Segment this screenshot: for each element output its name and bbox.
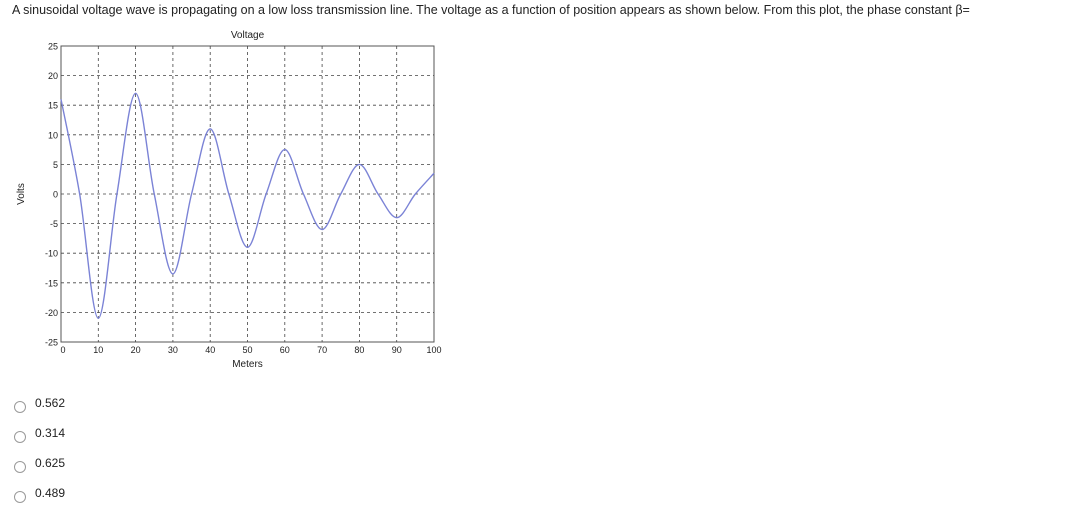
x-tick-label: 70 [317, 345, 328, 355]
x-tick-label: 40 [205, 345, 216, 355]
choice-label: 0.625 [35, 456, 66, 470]
y-tick-label: 25 [47, 41, 58, 52]
answer-choice-4[interactable] [14, 482, 65, 512]
radio-button[interactable] [14, 431, 26, 443]
y-tick-label: 0 [52, 189, 58, 200]
answer-choice-2[interactable] [14, 422, 65, 452]
x-tick-label: 30 [167, 345, 178, 355]
x-tick-label: 90 [391, 345, 402, 355]
x-tick-label: 60 [279, 345, 290, 355]
answer-choices [14, 392, 65, 512]
x-tick-label: 10 [93, 345, 104, 355]
answer-choice-1[interactable] [14, 392, 65, 422]
y-tick-label: -15 [44, 278, 58, 289]
radio-button[interactable] [14, 461, 26, 473]
y-tick-label: -20 [44, 307, 58, 318]
x-tick-label: 80 [354, 345, 365, 355]
x-tick-label: 100 [426, 345, 442, 355]
y-axis-label: Volts [16, 183, 27, 205]
y-tick-label: -5 [49, 219, 58, 230]
y-tick-label: -25 [44, 337, 58, 348]
y-tick-label: 5 [52, 159, 58, 170]
y-tick-label: 20 [47, 71, 58, 82]
y-tick-label: 10 [47, 130, 58, 141]
choice-label: 0.489 [35, 486, 66, 500]
y-tick-label: 15 [47, 100, 58, 111]
y-tick-label: -10 [44, 248, 58, 259]
choice-label: 0.314 [35, 426, 66, 440]
radio-button[interactable] [14, 491, 26, 503]
radio-button[interactable] [14, 401, 26, 413]
answer-choice-3[interactable] [14, 452, 65, 482]
question-text: A sinusoidal voltage wave is propagating on a low loss transmission line. The voltage as a function of position appears as shown below. From this plot, the phase constant β= [12, 3, 970, 17]
x-tick-label: 0 [60, 345, 66, 355]
x-tick-label: 20 [130, 345, 141, 355]
x-tick-label: 50 [242, 345, 253, 355]
choice-label: 0.562 [35, 396, 66, 410]
x-axis-label: Meters [232, 359, 263, 370]
chart-title: Voltage [230, 30, 265, 41]
